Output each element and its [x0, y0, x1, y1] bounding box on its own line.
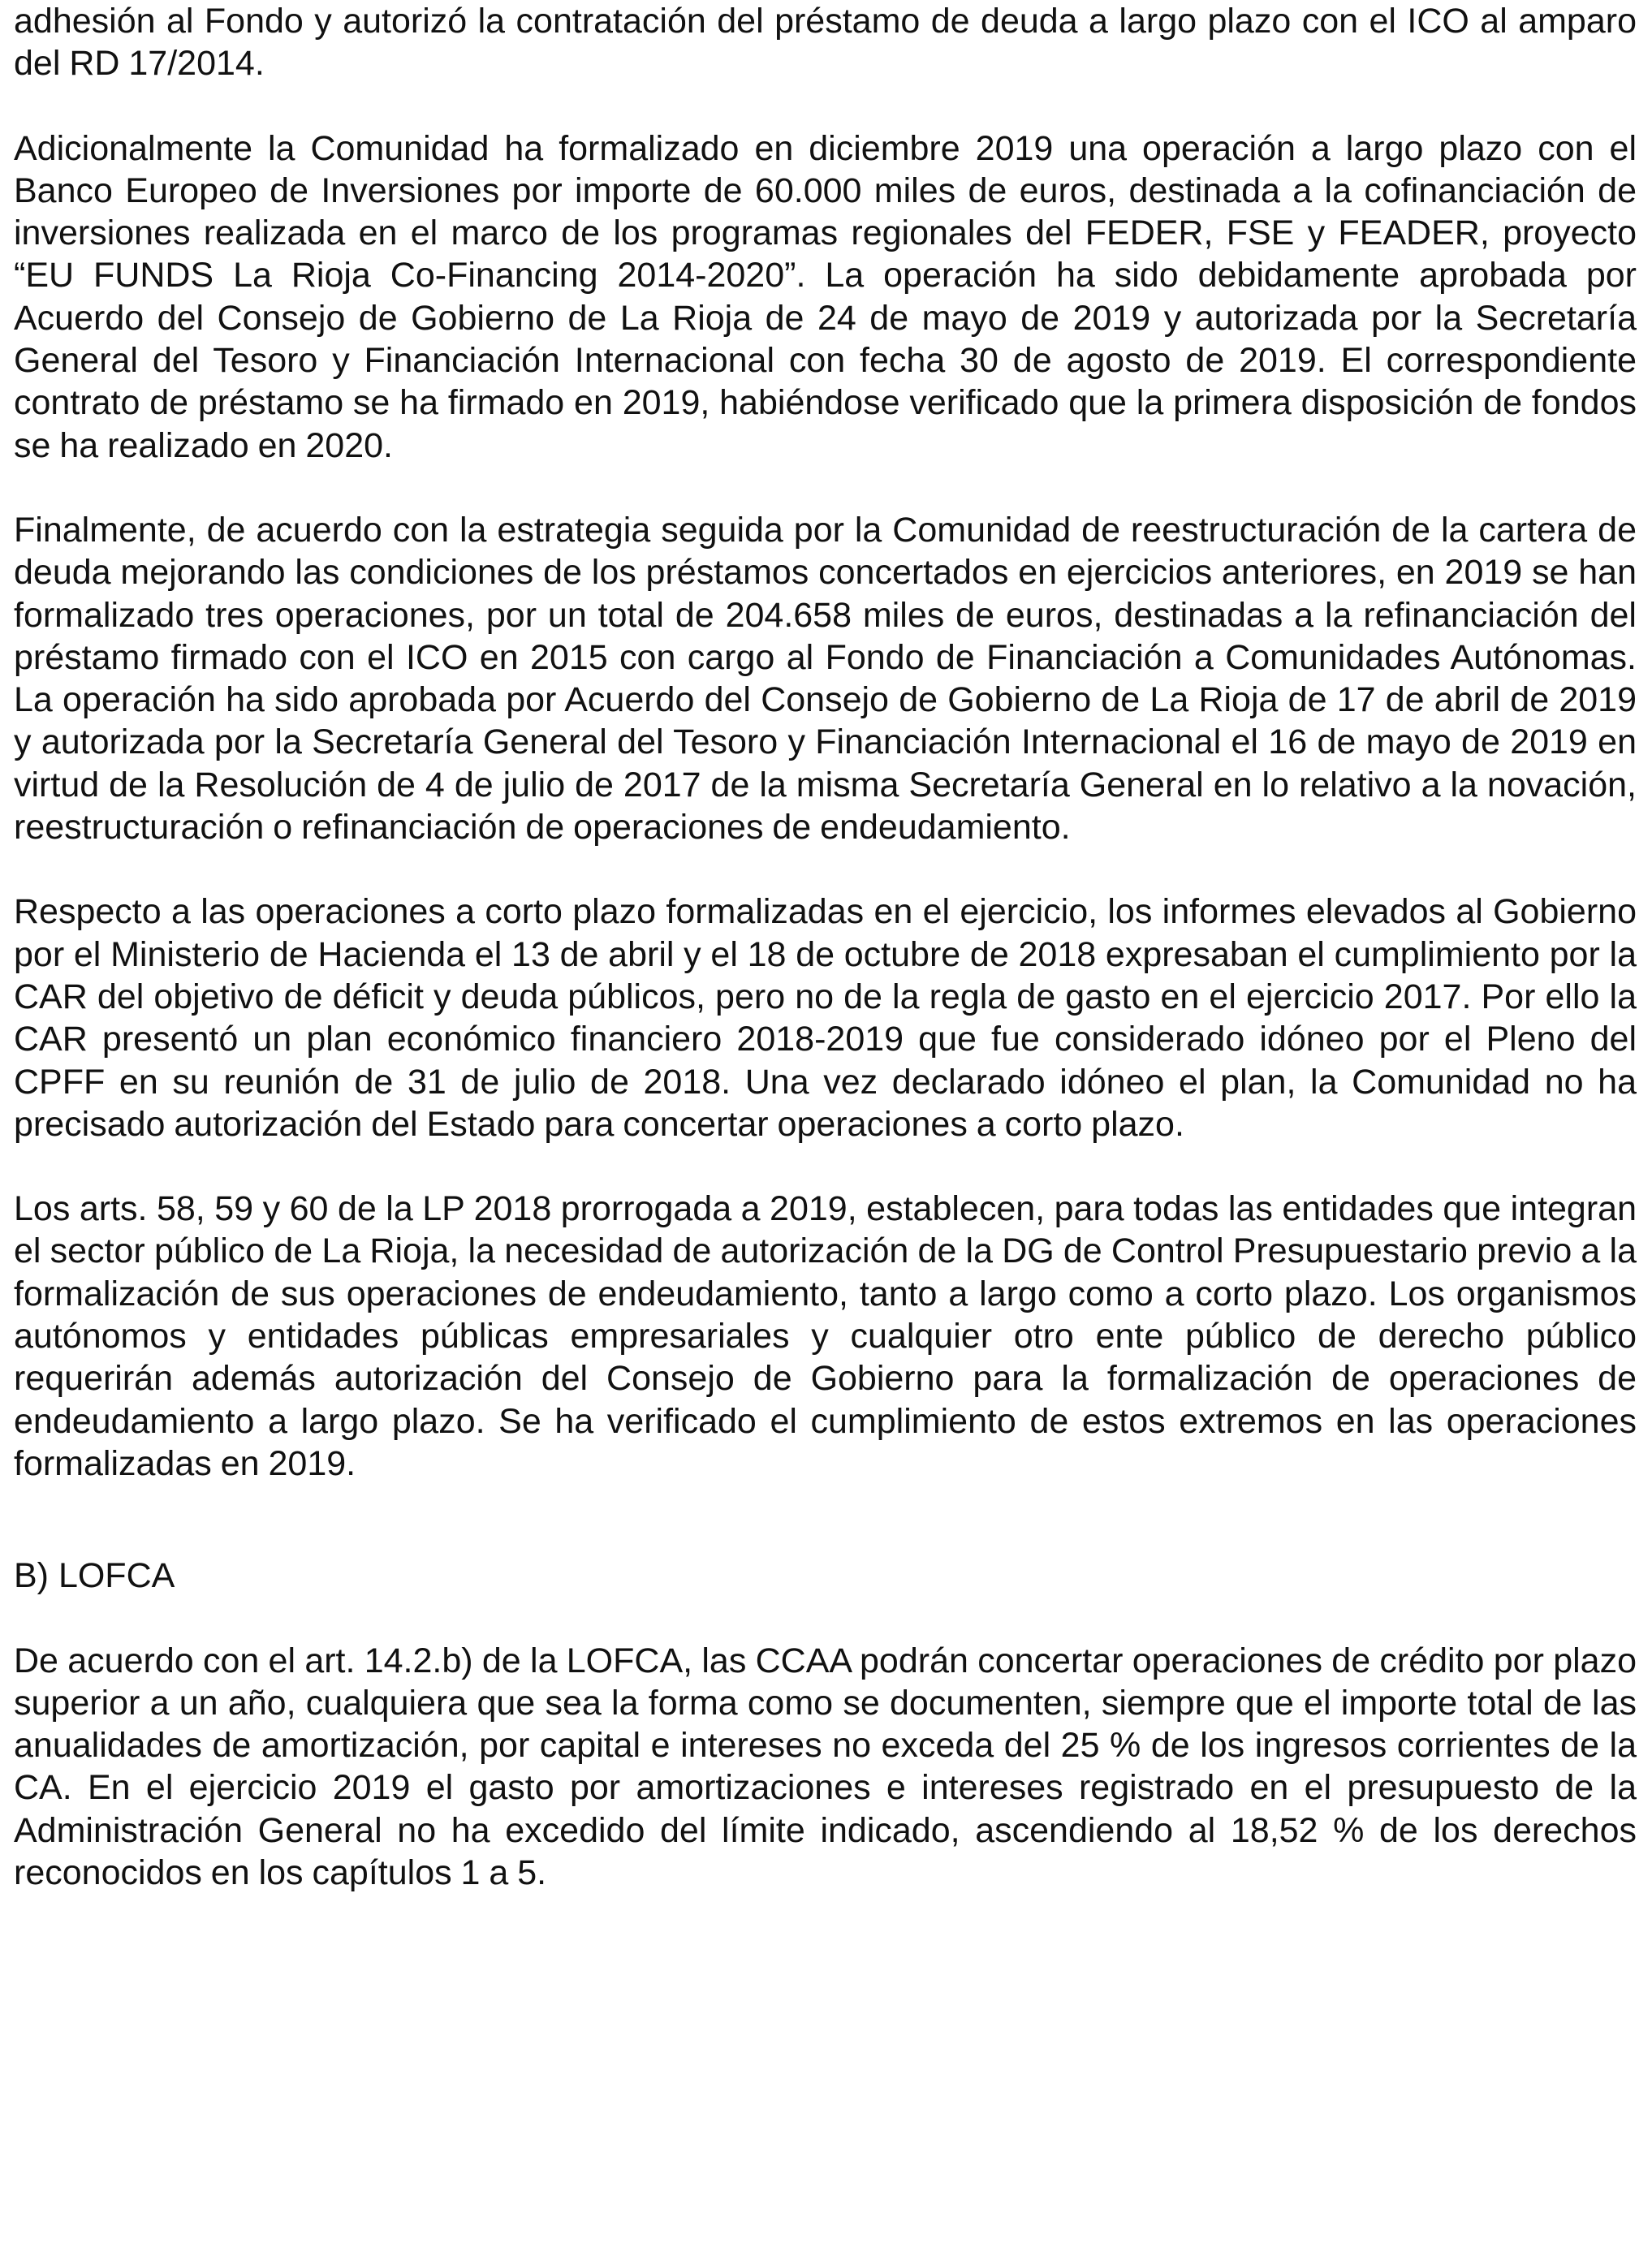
section-heading-lofca: B) LOFCA — [14, 1556, 175, 1596]
paragraph-bei-operation: Adicionalmente la Comunidad ha formalizado en diciembre 2019 una operación a largo plazo con el Banco Europeo de Inversiones por importe de 60.000 miles de euros, destinada a la cofinanciación de inversiones realizada en el marco de los programas regionales del FEDER, FSE y FEADER, proyecto “EU FUNDS La Rioja Co-Financing 2014-2020”. La operación ha sido debidamente aprobada por Acuerdo del Consejo de Gobierno de La Rioja de 24 de mayo de 2019 y autorizada por la Secretaría General del Tesoro y Financiación Internacional con fecha 30 de agosto de 2019. El correspondiente contrato de préstamo se ha firmado en 2019, habiéndose verificado que la primera disposición de fondos se ha realizado en 2020. — [14, 128, 1637, 465]
paragraph-spacer — [14, 85, 1637, 127]
paragraph-lofca: De acuerdo con el art. 14.2.b) de la LOFCA, las CCAA podrán concertar operaciones de crédito por plazo superior a un año, cualquiera que sea la forma como se documenten, siempre que el importe total de las anualidades de amortización, por capital e intereses no exceda del 25 % de los ingresos corrientes de la CA. En el ejercicio 2019 el gasto por amortizaciones e intereses registrado en el presupuesto de la Administración General no ha excedido del límite indicado, ascendiendo al 18,52 % de los derechos reconocidos en los capítulos 1 a 5. — [14, 1641, 1637, 1892]
paragraph-spacer — [14, 1145, 1637, 1188]
paragraph-spacer — [14, 1598, 1637, 1640]
paragraph-refinancing: Finalmente, de acuerdo con la estrategia seguida por la Comunidad de reestructuración de la cartera de deuda mejorando las condiciones de los préstamos concertados en ejercicios anteriores, en 2019 se han formalizado tres operaciones, por un total de 204.658 miles de euros, destinadas a la refinanciación del préstamo firmado con el ICO en 2015 con cargo al Fondo de Financiación a Comunidades Autónomas. La operación ha sido aprobada por Acuerdo del Consejo de Gobierno de La Rioja de 17 de abril de 2019 y autorizada por la Secretaría General del Tesoro y Financiación Internacional el 16 de mayo de 2019 en virtud de la Resolución de 4 de julio de 2017 de la misma Secretaría General en lo relativo a la novación, reestructuración o refinanciación de operaciones de endeudamiento. — [14, 510, 1637, 847]
paragraph-spacer — [14, 848, 1637, 891]
paragraph-short-term: Respecto a las operaciones a corto plazo formalizadas en el ejercicio, los informes elevados al Gobierno por el Ministerio de Hacienda el 13 de abril y el 18 de octubre de 2018 expresaban el cumplimiento por la CAR del objetivo de déficit y deuda públicos, pero no de la regla de gasto en el ejercicio 2017. Por ello la CAR presentó un plan económico financiero 2018-2019 que fue considerado idóneo por el Pleno del CPFF en su reunión de 31 de julio de 2018. Una vez declarado idóneo el plan, la Comunidad no ha precisado autorización del Estado para concertar operaciones a corto plazo. — [14, 892, 1637, 1144]
paragraph-lp-articles: Los arts. 58, 59 y 60 de la LP 2018 prorrogada a 2019, establecen, para todas las entidades que integran el sector público de La Rioja, la necesidad de autorización de la DG de Control Presupuestario previo a la formalización de sus operaciones de endeudamiento, tanto a largo como a corto plazo. Los organismos autónomos y entidades públicas empresariales y cualquier otro ente público de derecho público requerirán además autorización del Consejo de Gobierno para la formalización de operaciones de endeudamiento a largo plazo. Se ha verificado el cumplimiento de estos extremos en las operaciones formalizadas en 2019. — [14, 1189, 1637, 1483]
paragraph-ico-adhesion: adhesión al Fondo y autorizó la contratación del préstamo de deuda a largo plazo con el ICO al amparo del RD 17/2014. — [14, 2, 1637, 84]
document-page — [14, 0, 1637, 1894]
paragraph-spacer — [14, 467, 1637, 509]
section-spacer — [14, 1485, 1637, 1555]
